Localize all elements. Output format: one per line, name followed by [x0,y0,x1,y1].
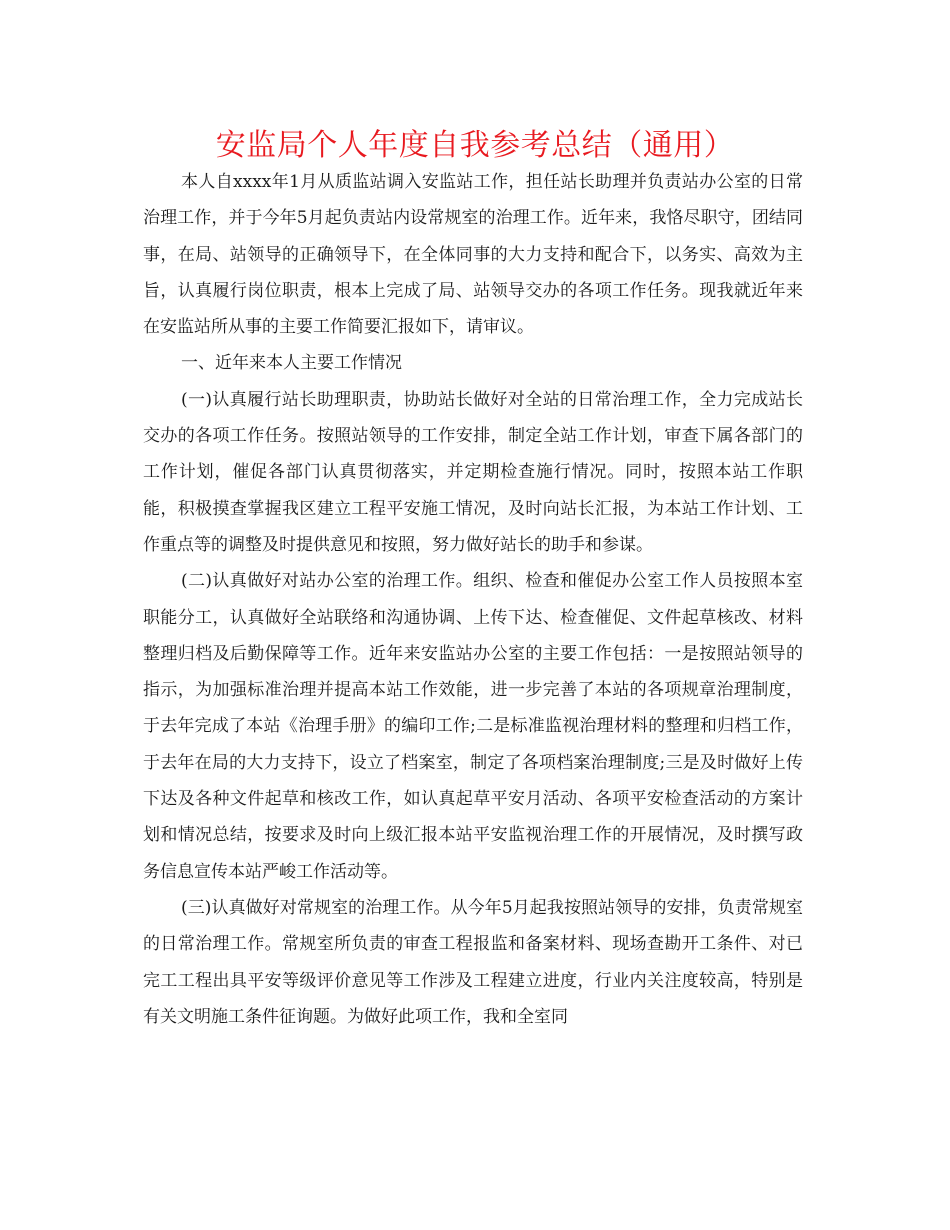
paragraph-intro: 本人自xxxx年1月从质监站调入安监站工作，担任站长助理并负责站办公室的日常治理工作，并于今年5月起负责站内设常规室的治理工作。近年来，我恪尽职守，团结同事，在局、站领导的正确领导下，在全体同事的大力支持和配合下，以务实、高效为主旨，认真履行岗位职责，根本上完成了局、站领导交办的各项工作任务。现我就近年来在安监站所从事的主要工作简要汇报如下，请审议。 [143,172,803,338]
section-heading-1: 一、近年来本人主要工作情况 [181,353,402,374]
paragraph-item-3: (三)认真做好对常规室的治理工作。从今年5月起我按照站领导的安排，负责常规室的日常治理工作。常规室所负责的审查工程报监和备案材料、现场查勘开工条件、对已完工工程出具平安等级评价意见等工作涉及工程建立进度，行业内关注度较高，特别是有关文明施工条件征询题。为做好此项工作，我和全室同 [143,897,803,1027]
paragraph-item-1: (一)认真履行站长助理职责，协助站长做好对全站的日常治理工作，全力完成站长交办的各项工作任务。按照站领导的工作安排，制定全站工作计划，审查下属各部门的工作计划，催促各部门认真贯彻落实，并定期检查施行情况。同时，按照本站工作职能，积极摸查掌握我区建立工程平安施工情况，及时向站长汇报，为本站工作计划、工作重点等的调整及时提供意见和按照，努力做好站长的助手和参谋。 [143,389,803,555]
paragraph-item-2: (二)认真做好对站办公室的治理工作。组织、检查和催促办公室工作人员按照本室职能分工，认真做好全站联络和沟通协调、上传下达、检查催促、文件起草核改、材料整理归档及后勤保障等工作。近年来安监站办公室的主要工作包括：一是按照站领导的指示，为加强标准治理并提高本站工作效能，进一步完善了本站的各项规章治理制度，于去年完成了本站《治理手册》的编印工作;二是标准监视治理材料的整理和归档工作，于去年在局的大力支持下，设立了档案室，制定了各项档案治理制度;三是及时做好上传下达及各种文件起草和核改工作，如认真起草平安月活动、各项平安检查活动的方案计划和情况总结，按要求及时向上级汇报本站平安监视治理工作的开展情况，及时撰写政务信息宣传本站严峻工作活动等。 [143,571,803,882]
document-body [143,164,803,1035]
document-title: 安监局个人年度自我参考总结（通用） [215,128,735,163]
